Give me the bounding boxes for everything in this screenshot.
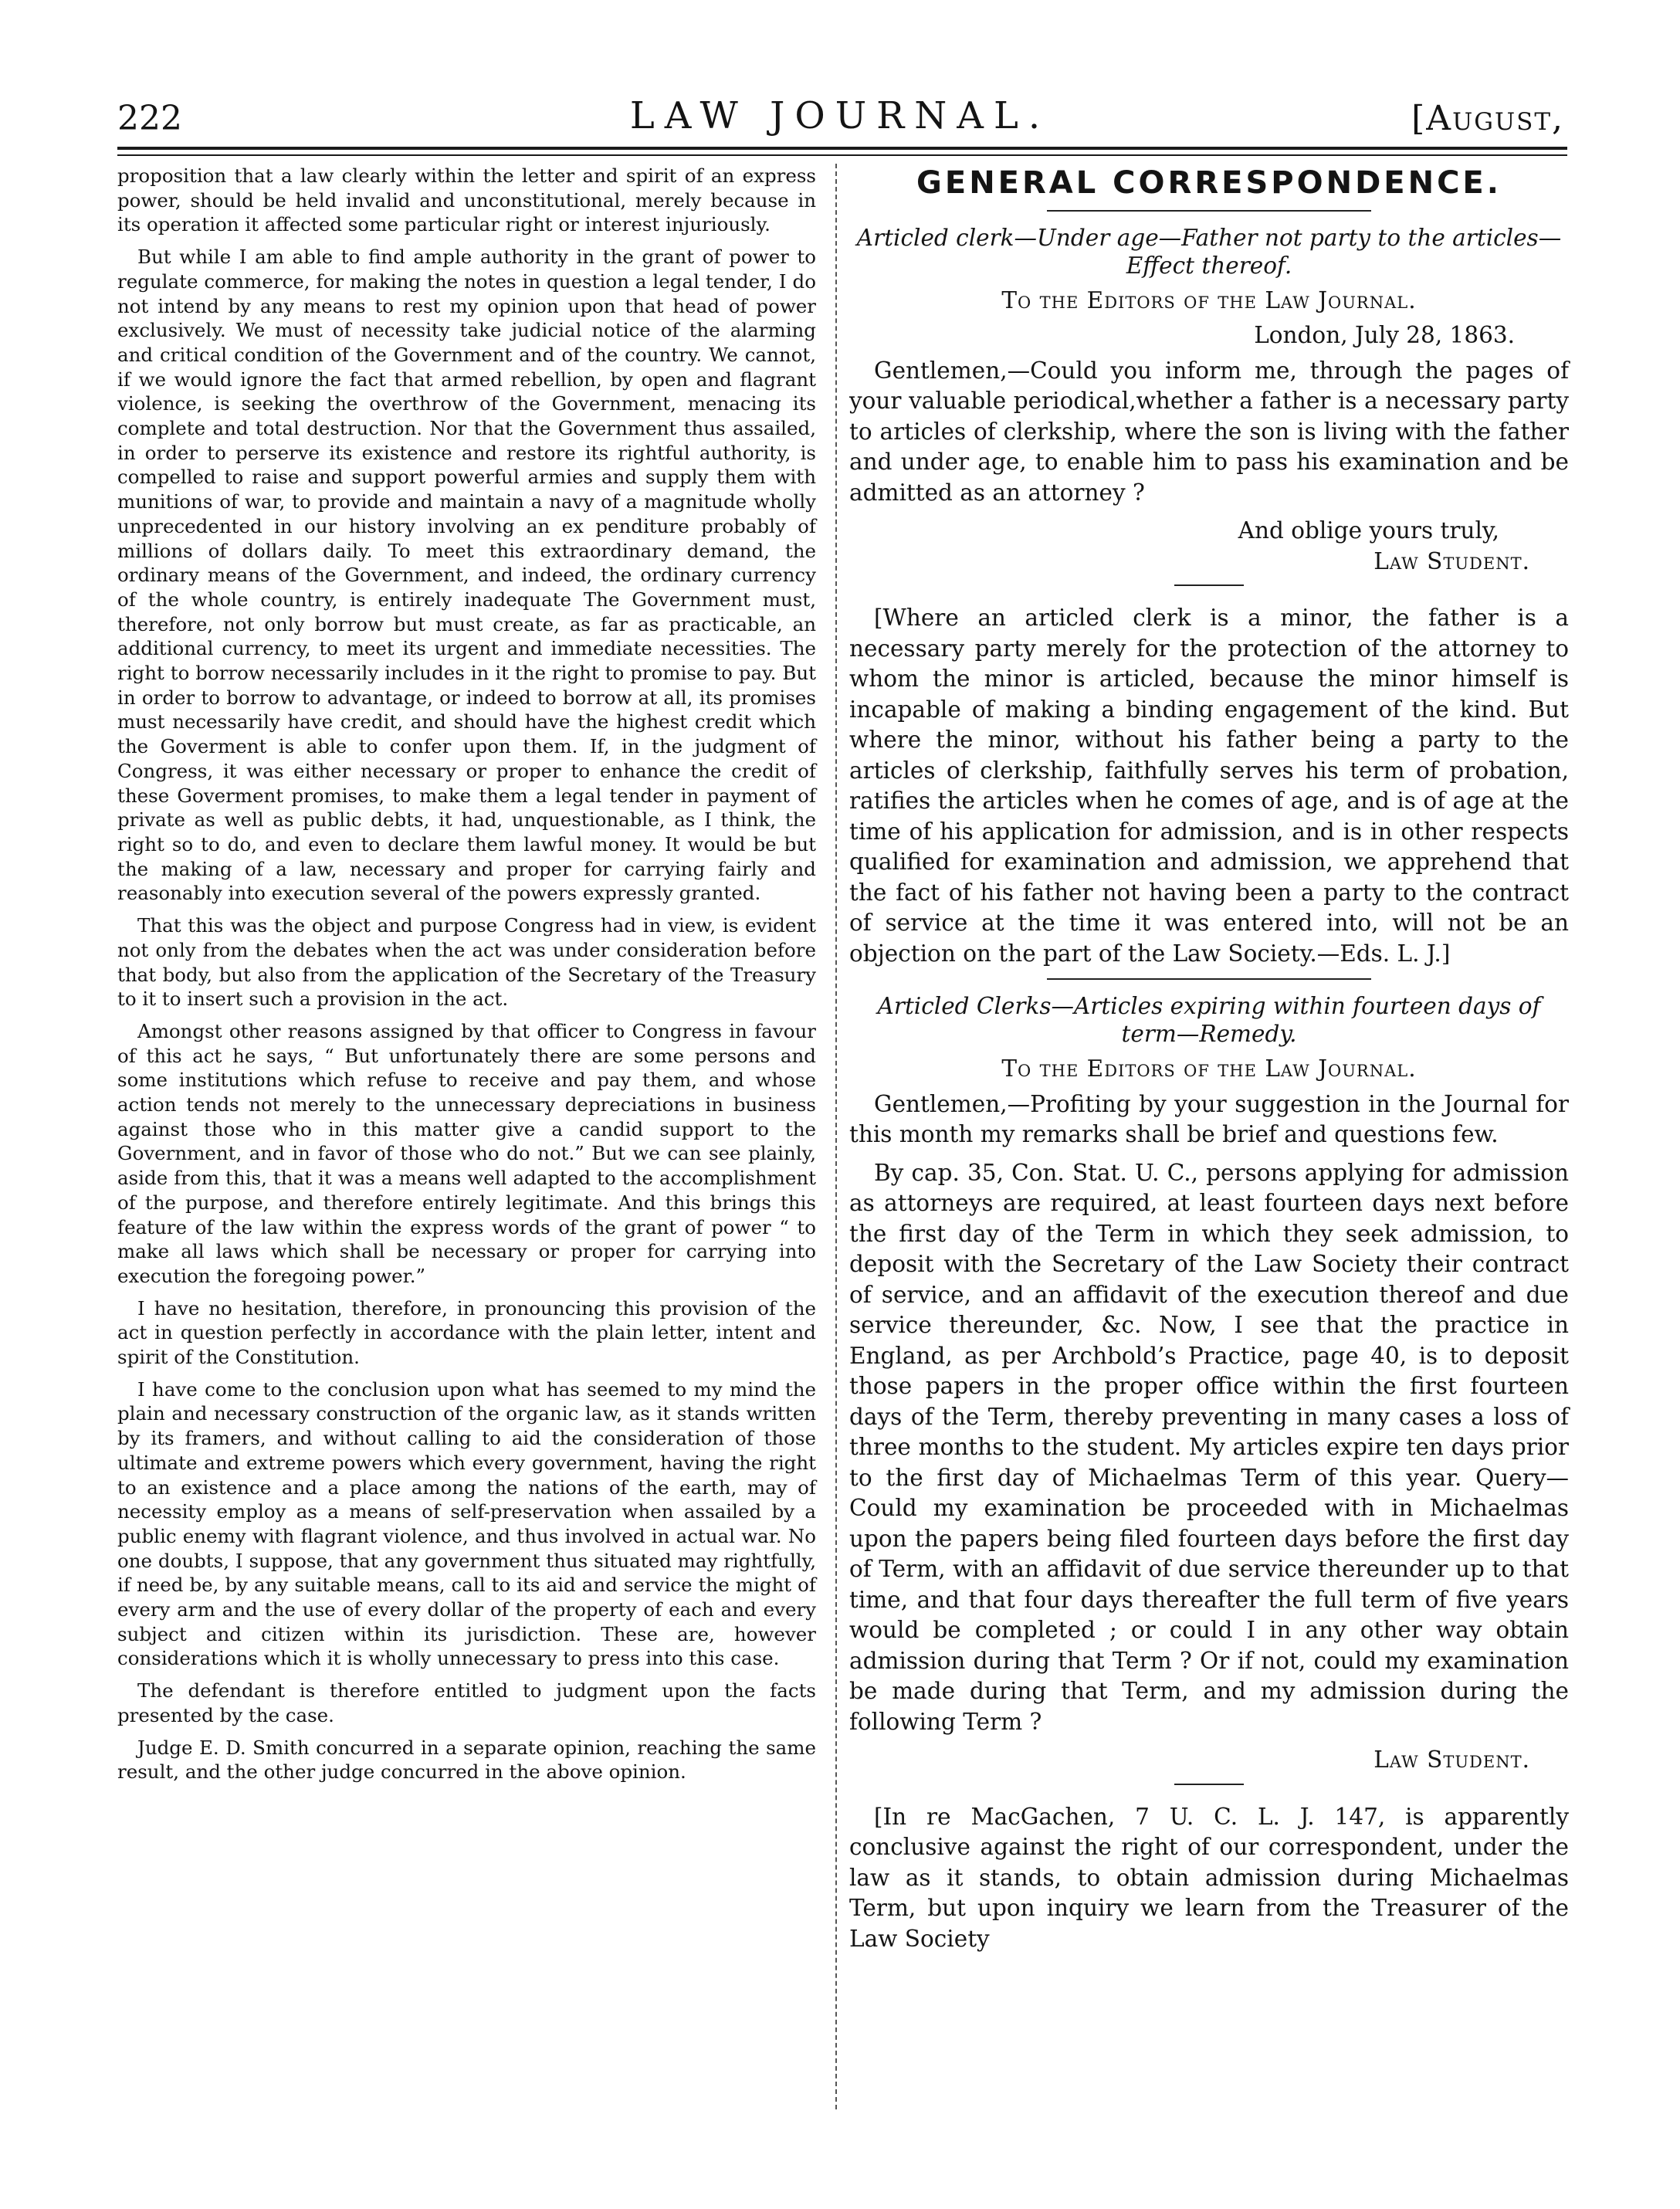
paragraph: But while I am able to find ample authority in the grant of power to regulate commerce, for making the notes in question a legal tender, I do not intend by any means to rest my opinion upon that head of power exclusively. We must of necessity take judicial notice of the alarming and critical condition of the Government and of the country. We cannot, if we would ignore the fact that armed rebellion, by open and flagrant violence, is seeking the overthrow of the Government, menacing its complete and total destruction. Nor that the Government thus assailed, in order to perserve its existence and restore its rightful authority, is compelled to raise and support powerful armies and supply them with munitions of war, to provide and maintain a navy of a magnitude wholly unprecedented in our history involving an ex penditure probably of millions of dollars daily. To meet this extraordinary demand, the ordinary means of the Government, and indeed, the ordinary currency of the whole country, is entirely inadequate The Government must, therefore, not only borrow but must create, as far as practicable, an additional currency, to meet its urgent and immediate necessities. The right to borrow necessarily includes in it the right to promise to pay. But in order to borrow to advantage, or indeed to borrow at all, its promises must necessarily have credit, and should have the highest credit which the Goverment is able to confer upon them. If, in the judgment of Congress, it was either necessary or proper to enhance the credit of these Goverment promises, to make them a legal tender in payment of private as well as public debts, it had, unquestionable, as I think, the right so to do, and even to declare them lawful money. It would be but the making of a law, necessary and proper for carrying fairly and reasonably into execution several of the powers expressly granted.	[117, 246, 816, 905]
letter-place-date: London, July 28, 1863.	[1254, 322, 1515, 348]
letter-closing: And oblige yours truly,	[1238, 517, 1499, 544]
header-rule-thick	[117, 147, 1567, 150]
left-column	[117, 164, 816, 1792]
paragraph: That this was the object and purpose Congress had in view, is evident not only from the debates when the act was under consideration before that body, but also from the application of the Secretary of the Treasury to it to insert such a provision in the act.	[117, 914, 816, 1011]
editor-reply: [In re MacGachen, 7 U. C. L. J. 147, is apparently conclusive against the right of our correspondent, under the law as it stands, to obtain admission during Michaelmas Term, but upon inquiry we learn from the Treasurer of the Law Society	[849, 1803, 1569, 1952]
letter-body: By cap. 35, Con. Stat. U. C., persons applying for admission as attorneys are required, at least fourteen days next before the first day of the Term in which they seek admission, to deposit with the Secretary of the Law Society their contract of service, and an affidavit of the execution thereof and due service thereunder, &c. Now, I see that the practice in England, as per Archbold’s Practice, page 40, is to deposit those papers in the proper office within the first fourteen days of the Term, thereby preventing in many cases a loss of three months to the student. My articles expire ten days prior to the first day of Michaelmas Term of this year. Query—Could my examination be proceeded with in Michaelmas upon the papers being filed fourteen days before the first day of Term, with an affidavit of due service thereunder up to that time, and that four days thereafter the full term of five years would be completed ; or could I in any other way obtain admission during that Term ? Or if not, could my examination be made during that Term, and my admission during the following Term ?	[849, 1159, 1569, 1735]
section-title: GENERAL CORRESPONDENCE.	[916, 165, 1502, 201]
paragraph: proposition that a law clearly within the letter and spirit of an express power, should be held invalid and unconstitutional, merely because in its operation it affected some particular right or interest injuriously.	[117, 164, 816, 236]
paragraph: I have come to the conclusion upon what has seemed to my mind the plain and necessary construction of the organic law, as it stands written by its framers, and without calling to aid the consideration of those ultimate and extreme powers which every government, having the right to an existence and a place among the nations of the earth, may of necessity employ as a means of self-preservation when assailed by a public enemy with flagrant violence, and thus involved in actual war. No one doubts, I suppose, that any government thus situated may rightfully, if need be, by any suitable means, call to its aid and service the might of every arm and the use of every dollar of the property of each and every subject and citizen within its jurisdiction. These are, however considerations which it is wholly unnecessary to press into this case.	[117, 1377, 816, 1670]
header-rule-thin	[117, 154, 1567, 156]
letter-address: To the Editors of the Law Journal.	[1001, 286, 1417, 313]
paragraph: Judge E. D. Smith concurred in a separate opinion, reaching the same result, and the other judge concurred in the above opinion.	[117, 1736, 816, 1784]
paragraph: Amongst other reasons assigned by that officer to Congress in favour of this act he says, “ But unfortunately there are some persons and some institutions which refuse to receive and pay them, and whose action tends not merely to the unnecessary depreciations in business against those who in this matter give a candid support to the Government, and in favor of those who do not.” But we can see plainly, aside from this, that it was a means well adapted to the accomplishment of the purpose, and therefore entirely legitimate. And this brings this feature of the law within the express words of the grant of power “ to make all laws which shall be necessary or proper for carrying into execution the foregoing power.”	[117, 1019, 816, 1287]
divider	[1047, 210, 1371, 212]
page-number: 222	[117, 99, 182, 138]
letter-body: Gentlemen,—Could you inform me, through the pages of your valuable periodical,whether a father is a necessary party to articles of clerkship, where the son is living with the father and under age, to enable him to pass his examination and be admitted as an attorney ?	[849, 357, 1569, 506]
divider	[1174, 1784, 1244, 1785]
editor-reply: [Where an articled clerk is a minor, the father is a necessary party merely for the protection of the attorney to whom the minor is articled, because the minor himself is incapable of making a binding engagement of the kind. But where the minor, without his father being a party to the articles of clerkship, faithfully serves his term of probation, ratifies the articles when he comes of age, and is of age at the time of his application for admission, and is in other respects qualified for examination and admission, we apprehend that the fact of his father not having been a party to the contract of service at the time it was entered into, will not be an objection on the part of the Law Society.—Eds. L. J.]	[849, 605, 1569, 967]
running-head-month: [August,	[1411, 99, 1564, 138]
paragraph: I have no hesitation, therefore, in pronouncing this provision of the act in question perfectly in accordance with the plain letter, intent and spirit of the Constitution.	[117, 1296, 816, 1369]
column-separator	[835, 164, 837, 2109]
letter-body: Gentlemen,—Profiting by your suggestion in the Journal for this month my remarks shall be brief and questions few.	[849, 1090, 1569, 1147]
letter-subhead: Articled Clerks—Articles expiring within fourteen days of term—Remedy.	[877, 993, 1541, 1047]
letter-address: To the Editors of the Law Journal.	[1001, 1055, 1417, 1082]
letter-signature: Law Student.	[1373, 547, 1530, 574]
divider	[1047, 978, 1371, 980]
journal-title: LAW JOURNAL.	[629, 94, 1051, 137]
right-column	[849, 164, 1569, 1962]
paragraph: The defendant is therefore entitled to judgment upon the facts presented by the case.	[117, 1679, 816, 1726]
letter-signature: Law Student.	[1373, 1747, 1530, 1773]
letter-subhead: Articled clerk—Under age—Father not party to the articles—Effect thereof.	[856, 224, 1562, 279]
divider	[1174, 584, 1244, 586]
